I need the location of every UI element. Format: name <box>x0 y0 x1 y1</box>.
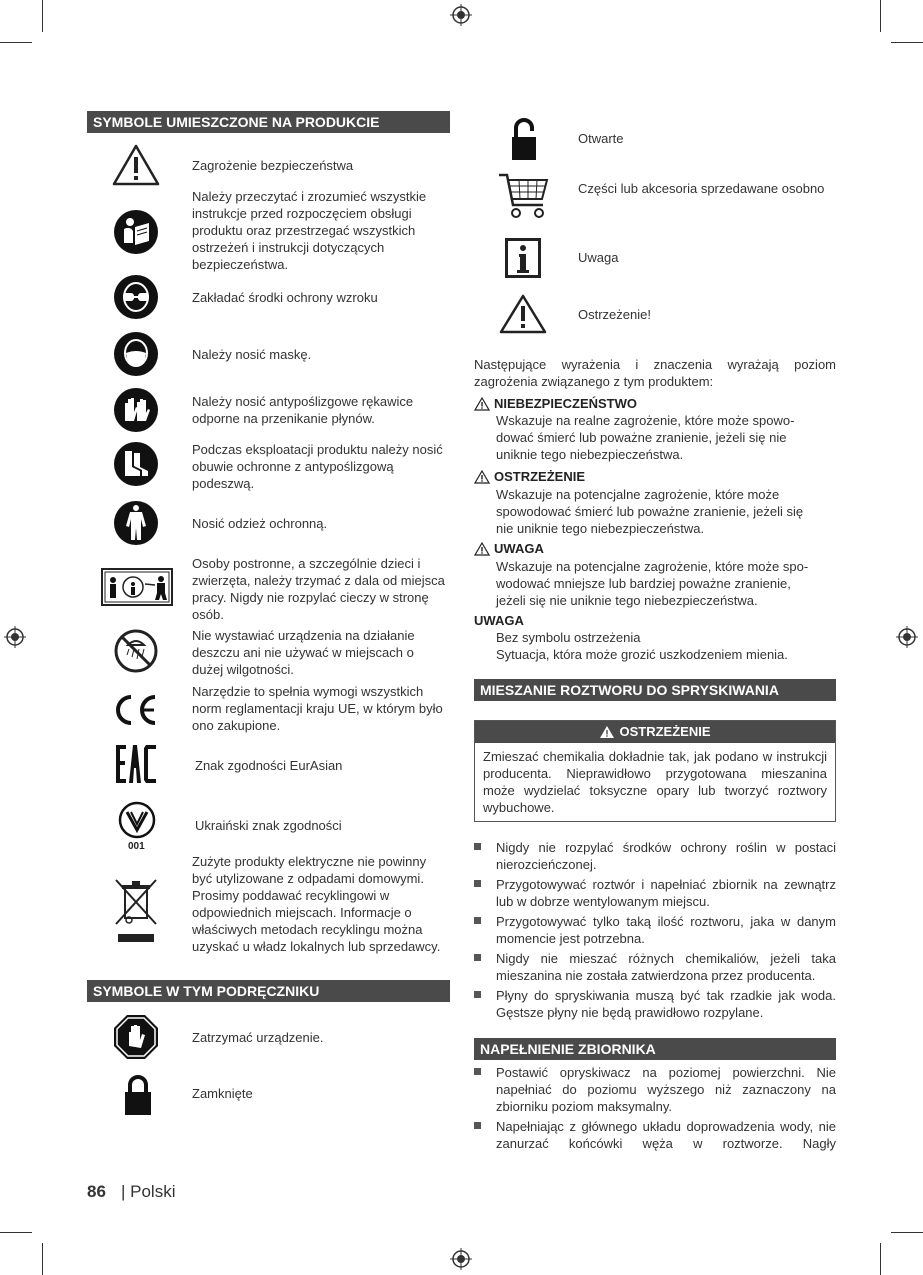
crop-mark <box>880 0 881 32</box>
gloves-icon <box>112 386 160 434</box>
symbol-text: Znak zgodności EurAsian <box>195 758 343 773</box>
hazard-line: spowodować śmierć lub poważne zranienie, jeżeli się <box>496 504 804 519</box>
list-item <box>474 839 836 873</box>
cart-icon <box>496 170 552 222</box>
page-number: 86 <box>87 1182 106 1201</box>
hazard-intro: Następujące wyrażenia i znaczenia wyrażają poziom zagrożenia związanego z tym produktem: <box>474 357 836 389</box>
symbol-text: Nie wystawiać urządzenia na działanie deszczu ani nie używać w miejscach o dużej wilgotności. <box>192 628 415 677</box>
hazard-description <box>496 486 841 537</box>
list-item-text: Przygotowywać tylko taką ilość roztworu, jaka w danym momencie jest potrzebna. <box>496 914 836 946</box>
coverall-icon <box>112 499 160 547</box>
symbol-text: Narzędzie to spełnia wymogi wszystkich norm reglamentacji kraju UE, w którym było ono zakupione. <box>192 684 443 733</box>
symbol-text: Uwaga <box>578 250 619 265</box>
warning-triangle-icon <box>109 142 163 188</box>
info-icon <box>503 236 543 280</box>
hazard-line: wodować mniejsze lub bardziej poważne zranienie, <box>496 576 791 591</box>
locked-icon <box>118 1072 158 1118</box>
list-item-text: Napełniając z głównego układu doprowadzenia wody, nie zanurzać końcówki węża w roztworze. Nagły <box>496 1119 836 1151</box>
hazard-title <box>474 395 637 412</box>
unlocked-icon <box>506 116 542 162</box>
hazard-line: Bez symbolu ostrzeżenia <box>496 630 641 645</box>
read-manual-icon <box>112 208 160 256</box>
symbol-text: Części lub akcesoria sprzedawane osobno <box>578 181 825 196</box>
symbol-text: Należy nosić antypoślizgowe rękawice odporne na przenikanie płynów. <box>192 394 414 426</box>
symbol-text: Ukraiński znak zgodności <box>195 818 342 833</box>
hazard-title-text: OSTRZEŻENIE <box>494 469 586 484</box>
no-rain-icon <box>112 627 160 675</box>
hazard-title-text: UWAGA <box>474 613 524 628</box>
weee-bin-icon <box>110 874 162 950</box>
symbol-text: Należy nosić maskę. <box>192 347 312 362</box>
hazard-line: nie uniknie tego niebezpieczeństwa. <box>496 521 705 536</box>
section-title-manual-symbols: SYMBOLE W TYM PODRĘCZNIKU <box>87 980 450 1002</box>
symbol-text: Zatrzymać urządzenie. <box>192 1030 324 1045</box>
list-item-text: Nigdy nie rozpylać środków ochrony roślin w postaci nierozcieńczonej. <box>496 840 836 872</box>
registration-mark-icon <box>450 4 472 26</box>
mask-icon <box>112 330 160 378</box>
warning-triangle-icon <box>474 470 490 484</box>
section-title-filling: NAPEŁNIENIE ZBIORNIKA <box>474 1038 836 1060</box>
ce-mark-icon <box>110 690 162 730</box>
crop-mark <box>891 1232 923 1233</box>
section-title-product-symbols: SYMBOLE UMIESZCZONE NA PRODUKCIE <box>87 111 450 133</box>
symbol-text: Nosić odzież ochronną. <box>192 516 328 531</box>
list-item <box>474 1118 836 1152</box>
crop-mark <box>891 42 923 43</box>
list-item-text: Nigdy nie mieszać różnych chemikaliów, jeżeli taka mieszanina nie została zatwierdzona przez producenta. <box>496 951 836 983</box>
warning-triangle-icon <box>498 292 548 336</box>
eye-protection-icon <box>112 273 160 321</box>
crop-mark <box>0 42 32 43</box>
list-item-text: Przygotowywać roztwór i napełniać zbiornik na zewnątrz lub w dobrze wentylowanym miejscu. <box>496 877 836 909</box>
eac-mark-icon <box>112 740 160 788</box>
registration-mark-icon <box>450 1248 472 1270</box>
warning-triangle-icon <box>474 397 490 411</box>
list-item <box>474 987 836 1021</box>
hazard-description <box>496 412 841 463</box>
symbol-text: Podczas eksploatacji produktu należy nosić obuwie ochronne z antypoślizgową podeszwą. <box>192 442 443 491</box>
hazard-description <box>496 629 841 663</box>
symbol-text: Ostrzeżenie! <box>578 307 651 322</box>
hazard-title-text: UWAGA <box>494 541 544 556</box>
list-item <box>474 1064 836 1115</box>
hazard-title-text: NIEBEZPIECZEŃSTWO <box>494 396 638 411</box>
list-item <box>474 913 836 947</box>
hazard-line: jeżeli się nie uniknie tego niebezpieczeństwa. <box>496 593 758 608</box>
list-item-text: Postawić opryskiwacz na poziomej powierzchni. Nie napełniać do poziomu wyższego niż zaznaczony na zbiorniku poziom maksymalny. <box>496 1065 836 1114</box>
warning-box-title: OSTRZEŻENIE <box>619 724 711 739</box>
warning-box <box>474 720 836 822</box>
list-item <box>474 876 836 910</box>
boots-icon <box>112 440 160 488</box>
symbol-text: Osoby postronne, a szczególnie dzieci i zwierzęta, należy trzymać z dala od miejsca pracy. Nigdy nie rozpylać cieczy w stronę osób. <box>192 556 445 622</box>
symbol-text: Otwarte <box>578 131 624 146</box>
symbol-text: Zużyte produkty elektryczne nie powinny być utylizowane z odpadami domowymi. Prosimy poddawać recyklingowi w odpowiednich miejscach. Informacje o właściwych metodach recyklingu można uzyskać u władz lokalnych lub sprzedawcy. <box>192 854 441 954</box>
hazard-title <box>474 468 585 485</box>
ukraine-mark-icon <box>114 798 160 842</box>
ukraine-mark-label: 001 <box>128 841 145 852</box>
symbol-text: Należy przeczytać i zrozumieć wszystkie instrukcje przed rozpoczęciem obsługi produktu oraz przestrzegać wszystkich ostrzeżeń i instrukcji dotyczących bezpieczeństwa. <box>192 189 427 272</box>
crop-mark <box>880 1243 881 1275</box>
warning-box-header <box>475 721 835 743</box>
hazard-line: Sytuacja, która może grozić uszkodzeniem mienia. <box>496 647 788 662</box>
registration-mark-icon <box>4 626 26 648</box>
bystanders-icon <box>100 566 174 608</box>
warning-box-text: Zmieszać chemikalia dokładnie tak, jak podano w instrukcji producenta. Nieprawidłowo przygotowana mieszanina może wydzielać toksyczne opary lub tworzyć roztwory wybuchowe. <box>483 749 827 815</box>
hazard-description <box>496 558 841 609</box>
hazard-line: Wskazuje na potencjalne zagrożenie, które może spo- <box>496 559 809 574</box>
hazard-title <box>474 540 544 557</box>
hazard-line: Wskazuje na potencjalne zagrożenie, które może <box>496 487 780 502</box>
list-item <box>474 950 836 984</box>
list-item-text: Płyny do spryskiwania muszą być tak rzadkie jak woda. Gęstsze płyny nie będą prawidłowo rozpylane. <box>496 988 836 1020</box>
hazard-title <box>474 612 524 629</box>
registration-mark-icon <box>896 626 918 648</box>
symbol-text: Zagrożenie bezpieczeństwa <box>192 158 354 173</box>
crop-mark <box>42 1243 43 1275</box>
page-language: | Polski <box>121 1182 176 1201</box>
crop-mark <box>42 0 43 32</box>
hazard-line: Wskazuje na realne zagrożenie, które może spowo- <box>496 413 795 428</box>
symbol-text: Zakładać środki ochrony wzroku <box>192 290 378 305</box>
stop-hand-icon <box>112 1013 160 1061</box>
crop-mark <box>0 1232 32 1233</box>
section-title-mixing: MIESZANIE ROZTWORU DO SPRYSKIWANIA <box>474 679 836 701</box>
hazard-line: uniknie tego niebezpieczeństwa. <box>496 447 684 462</box>
symbol-text: Zamknięte <box>192 1086 253 1101</box>
warning-triangle-icon <box>599 725 615 739</box>
hazard-line: dować śmierć lub poważne zranienie, jeżeli się nie <box>496 430 787 445</box>
warning-triangle-icon <box>474 542 490 556</box>
